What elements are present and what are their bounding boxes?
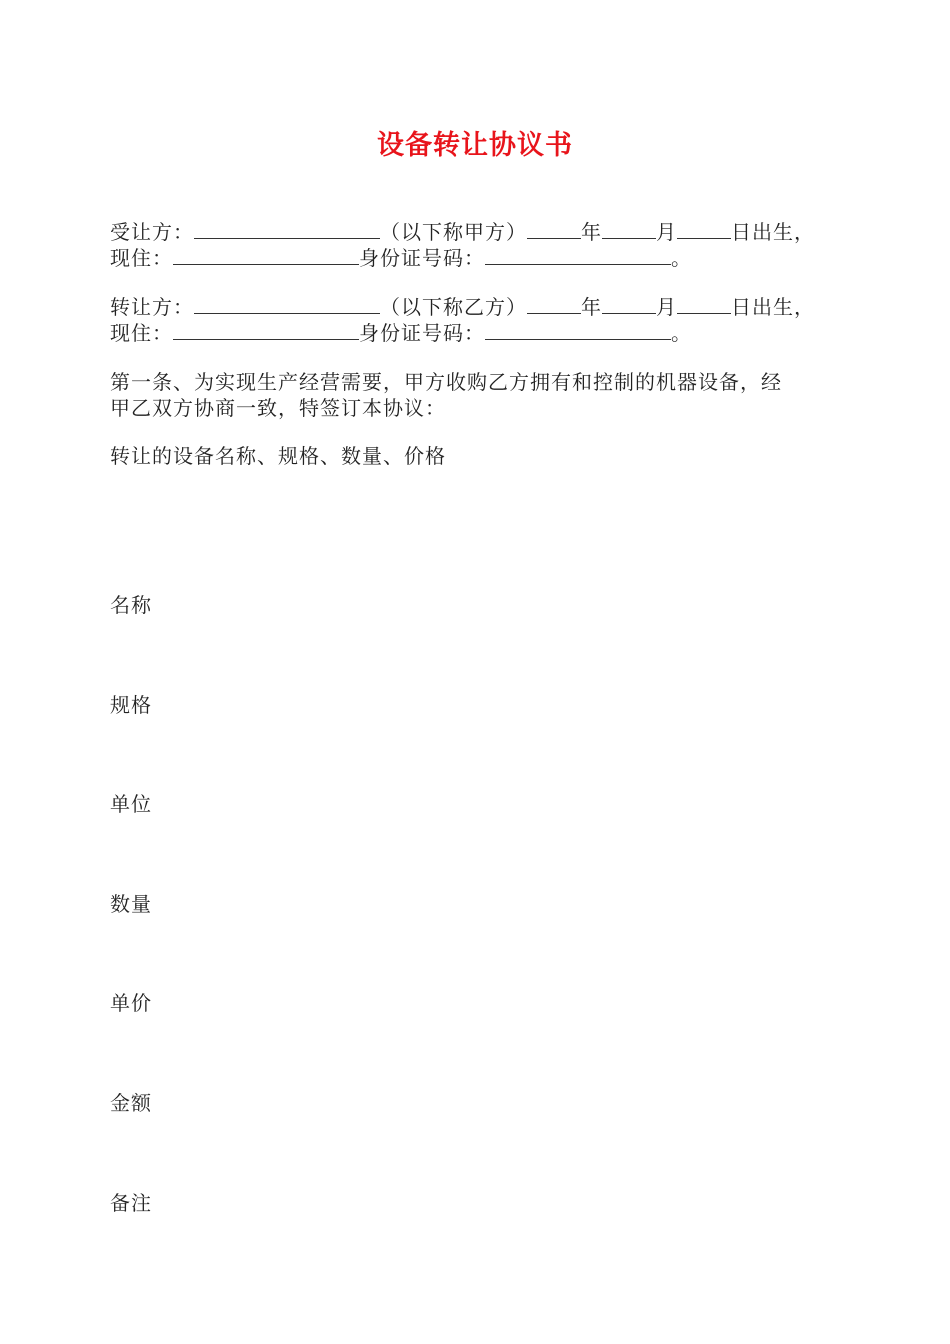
party-a-line-2 <box>110 245 692 271</box>
party-b-born-label: 日出生， <box>731 295 815 319</box>
party-b-name-blank <box>194 295 380 314</box>
field-remarks-label: 备注 <box>110 1191 152 1215</box>
party-b-day-blank <box>677 295 731 314</box>
party-a-alias: （以下称甲方） <box>380 220 527 244</box>
party-a-prefix: 受让方： <box>110 220 194 244</box>
party-b-month-blank <box>602 295 656 314</box>
article1-line-1: 第一条、为实现生产经营需要，甲方收购乙方拥有和控制的机器设备，经 <box>110 370 782 394</box>
party-b-line-1 <box>110 294 815 320</box>
party-a-name-blank <box>194 220 380 239</box>
party-a-residence-label: 现住： <box>110 246 173 270</box>
party-a-month-blank <box>602 220 656 239</box>
party-b-year-blank <box>527 295 581 314</box>
article1-line-2: 甲乙双方协商一致，特签订本协议： <box>110 396 446 420</box>
party-a-year-blank <box>527 220 581 239</box>
party-b-residence-label: 现住： <box>110 321 173 345</box>
party-a-month-label: 月 <box>656 220 677 244</box>
party-a-id-blank <box>485 246 671 265</box>
party-a-day-blank <box>677 220 731 239</box>
field-name-label: 名称 <box>110 593 152 617</box>
field-unit-label: 单位 <box>110 792 152 816</box>
party-b-residence-blank <box>173 321 359 340</box>
party-b-year-label: 年 <box>581 295 602 319</box>
party-b-id-blank <box>485 321 671 340</box>
party-b-prefix: 转让方： <box>110 295 194 319</box>
party-a-line-1 <box>110 219 815 245</box>
party-b-line-2 <box>110 320 692 346</box>
equipment-intro: 转让的设备名称、规格、数量、价格 <box>110 444 446 468</box>
party-b-month-label: 月 <box>656 295 677 319</box>
party-b-end: 。 <box>671 321 692 345</box>
field-amount-label: 金额 <box>110 1091 152 1115</box>
field-spec-label: 规格 <box>110 693 152 717</box>
document-title: 设备转让协议书 <box>377 130 573 161</box>
party-a-id-label: 身份证号码： <box>359 246 485 270</box>
party-a-born-label: 日出生， <box>731 220 815 244</box>
party-a-year-label: 年 <box>581 220 602 244</box>
party-b-alias: （以下称乙方） <box>380 295 527 319</box>
field-quantity-label: 数量 <box>110 892 152 916</box>
party-b-id-label: 身份证号码： <box>359 321 485 345</box>
party-a-end: 。 <box>671 246 692 270</box>
party-a-residence-blank <box>173 246 359 265</box>
field-unit-price-label: 单价 <box>110 991 152 1015</box>
